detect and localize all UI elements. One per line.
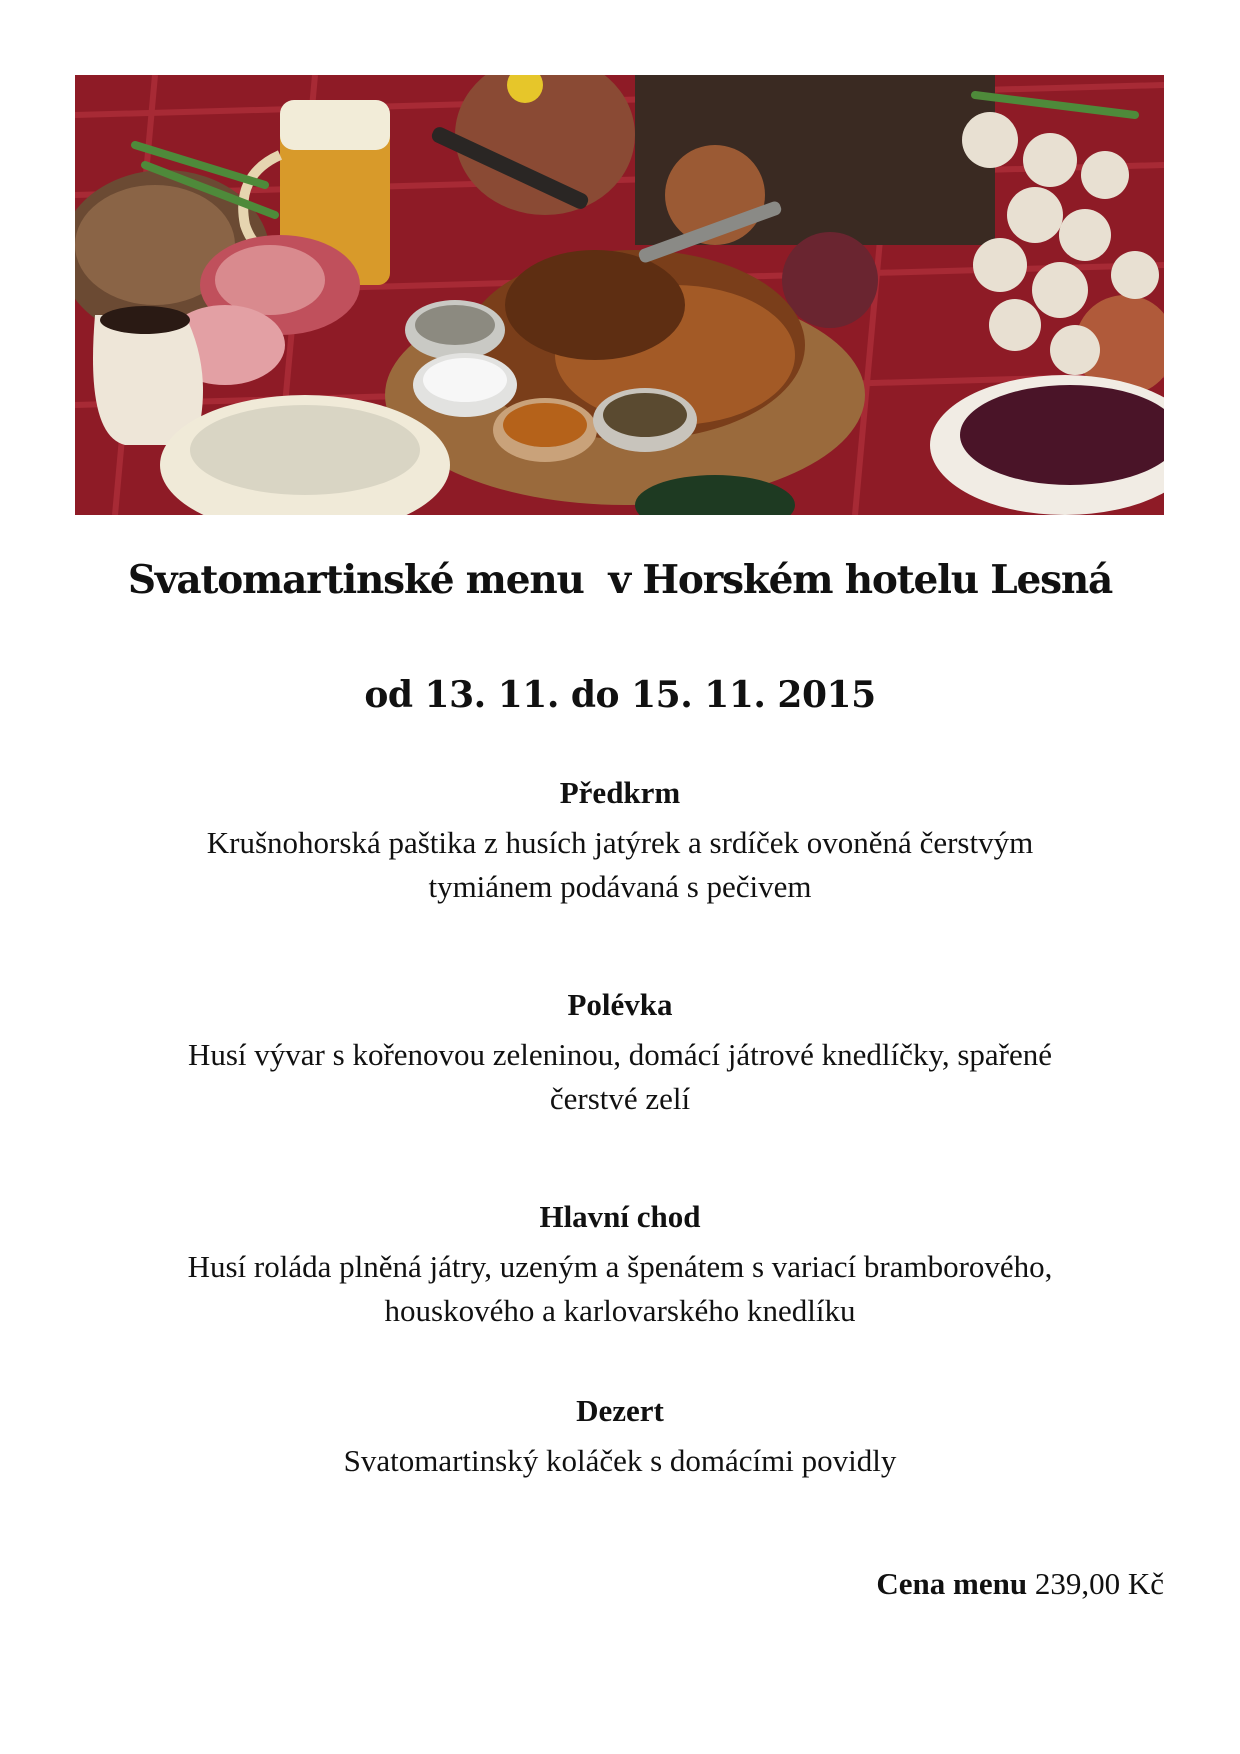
- course-description: [0, 821, 1240, 909]
- header-food-photo: [75, 75, 1164, 515]
- course-description-line: tymiánem podávaná s pečivem: [428, 869, 812, 904]
- course-description: [0, 1245, 1240, 1333]
- course-description-line: Husí vývar s kořenovou zeleninou, domácí játrové knedlíčky, spařené: [187, 1037, 1052, 1072]
- course-soup: [0, 983, 1240, 1121]
- course-description: [0, 1439, 1240, 1483]
- course-appetizer: [0, 771, 1240, 909]
- course-name: Dezert: [576, 1393, 664, 1428]
- course-dessert: [0, 1389, 1240, 1483]
- course-name: Předkrm: [559, 775, 681, 810]
- course-name: Hlavní chod: [539, 1199, 701, 1234]
- course-description-line: čerstvé zelí: [549, 1081, 691, 1116]
- course-description-line: Svatomartinský koláček s domácími povidly: [343, 1443, 897, 1478]
- price-value: 239,00 Kč: [1034, 1566, 1164, 1601]
- date-range: od 13. 11. do 15. 11. 2015: [364, 674, 876, 716]
- course-name: Polévka: [567, 987, 673, 1022]
- course-description: [0, 1033, 1240, 1121]
- menu-title: Svatomartinské menu v Horském hotelu Lesná: [127, 557, 1113, 603]
- price-label: Cena menu: [876, 1566, 1028, 1601]
- menu-price: [876, 1562, 1164, 1606]
- course-description-line: houskového a karlovarského knedlíku: [384, 1293, 856, 1328]
- course-description-line: Husí roláda plněná játry, uzeným a špenátem s variací bramborového,: [187, 1249, 1053, 1284]
- course-main: [0, 1195, 1240, 1333]
- course-description-line: Krušnohorská paštika z husích jatýrek a srdíček ovoněná čerstvým: [206, 825, 1034, 860]
